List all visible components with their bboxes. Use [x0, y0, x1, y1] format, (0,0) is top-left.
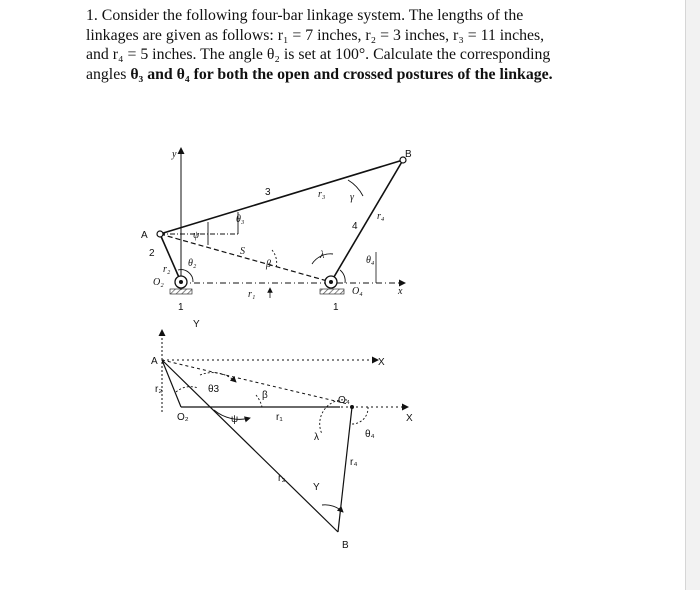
label-y: y [172, 149, 177, 160]
label-b-o4: O₄ [338, 395, 350, 406]
label-s: S [240, 246, 245, 257]
diagonal-s [160, 234, 331, 282]
label-b-beta: β [262, 390, 268, 401]
label-b-y: Y [193, 319, 200, 330]
label-b-r4: r₄ [350, 457, 358, 468]
label-o4: O₄ [352, 286, 363, 297]
label-r1: r₁ [248, 289, 256, 300]
problem-line-4: angles [86, 65, 131, 83]
label-link-2: 2 [149, 248, 155, 259]
label-b-r3: r₃ [278, 473, 286, 484]
label-a: A [141, 230, 148, 241]
label-gamma: γ [350, 192, 354, 203]
label-b-b: B [342, 540, 349, 551]
joint-a [157, 231, 163, 237]
label-b-r2: r₂ [155, 384, 163, 395]
label-o2: O₂ [153, 277, 164, 288]
label-b-x-mid: X [406, 413, 413, 424]
label-b-a: A [151, 356, 158, 367]
label-b-lambda: λ [314, 432, 319, 443]
label-theta3: θ₃ [236, 214, 245, 225]
label-beta: β [266, 259, 271, 270]
problem-line-1: 1. Consider the following four-bar linkage system. The lengths of the [86, 7, 524, 24]
problem-line-3: and r₄ = 5 inches. The angle θ₂ is set at 100°. Calculate the corresponding [86, 46, 551, 63]
label-ground-1b: 1 [333, 302, 339, 313]
label-x: x [398, 286, 403, 297]
problem-line-2: linkages are given as follows: r₁ = 7 inches, r₂ = 3 inches, r₃ = 11 inches, [86, 26, 545, 44]
label-r2: r₂ [163, 264, 171, 275]
label-b-theta4: θ₄ [365, 429, 375, 440]
label-theta2: θ₂ [188, 258, 197, 269]
linkage-figure-bottom [151, 319, 413, 551]
label-b-theta3: θ3 [208, 384, 220, 395]
problem-line-4-bold: θ₃ and θ₄ for both the open and crossed postures of the linkage. [130, 65, 553, 83]
label-b-psi: ψ [231, 414, 239, 425]
label-b-x-top: X [378, 357, 385, 368]
label-lambda: λ [320, 250, 325, 261]
scrollbar[interactable] [690, 0, 698, 590]
label-psi: ψ [193, 230, 200, 241]
label-r3: r₃ [318, 189, 326, 200]
label-b-o2: O₂ [177, 412, 189, 423]
label-b: B [405, 149, 412, 160]
label-theta4: θ₄ [366, 255, 375, 266]
label-b-r1: r₁ [276, 412, 283, 423]
label-link-3: 3 [265, 187, 271, 198]
label-b-gamma: Y [313, 482, 320, 493]
label-ground-1a: 1 [178, 302, 184, 313]
label-link-4: 4 [352, 221, 358, 232]
label-r4: r₄ [377, 211, 385, 222]
